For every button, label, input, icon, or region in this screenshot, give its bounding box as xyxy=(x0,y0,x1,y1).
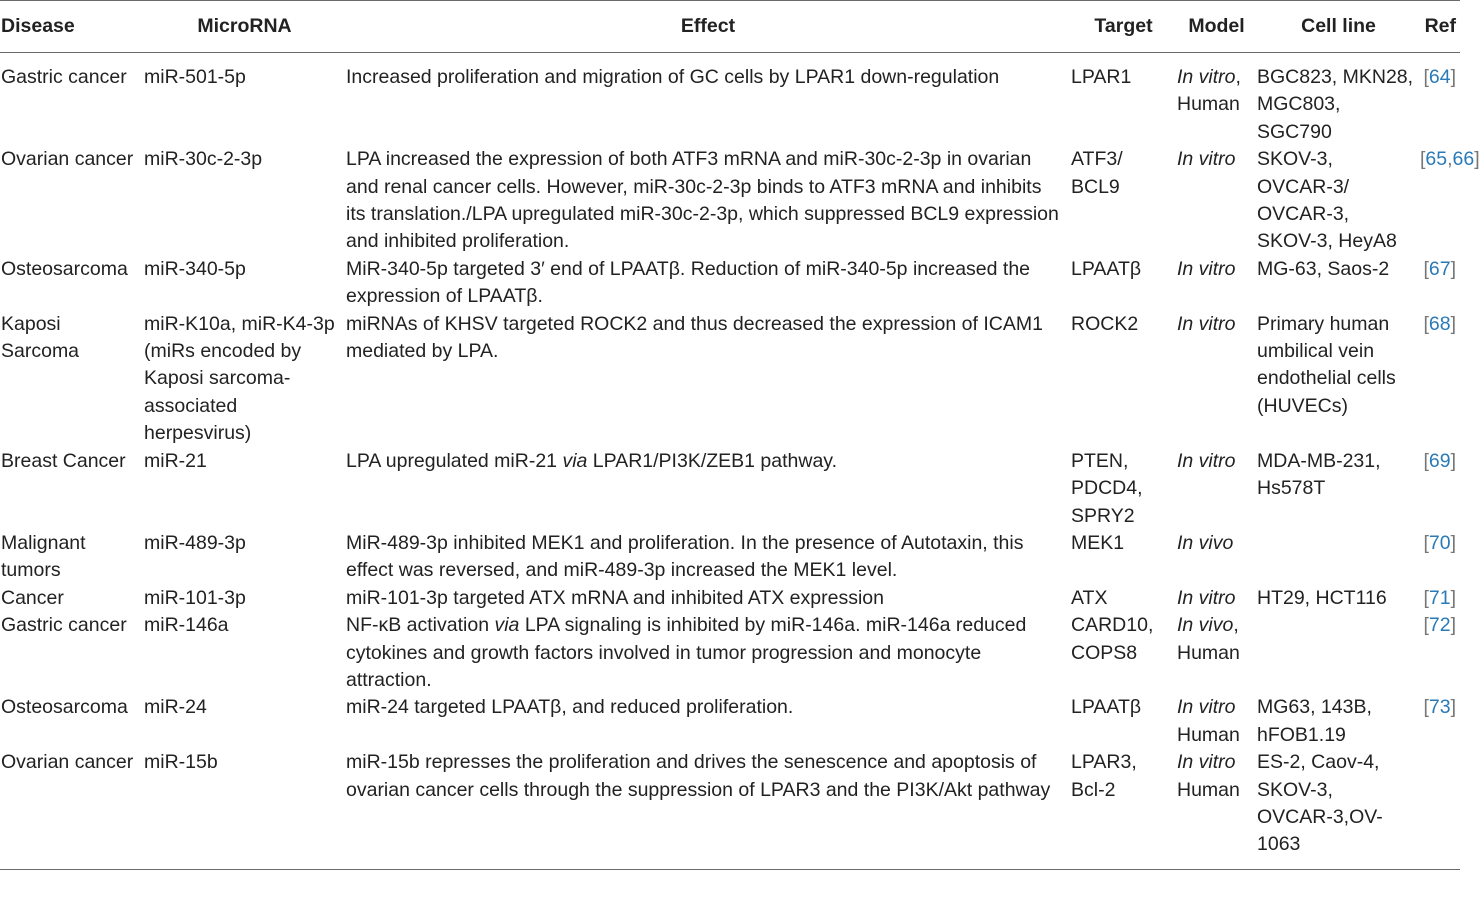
cell-ref: [72] xyxy=(1423,614,1456,637)
text-run: LPA upregulated miR-21 xyxy=(346,449,563,472)
cell-ref: [68] xyxy=(1423,312,1456,335)
text-run: miR-15b represses the proliferation and drives the senescence and apoptosis of ovarian cancer cells through the suppression of LPAR3 and the PI3K/Akt pathway xyxy=(346,751,1051,801)
reference-link[interactable]: 73 xyxy=(1428,696,1451,719)
cell-microrna: miR-101-3p xyxy=(144,586,246,609)
text-run: LPA increased the expression of both ATF3 mRNA and miR-30c-2-3p in ovarian and renal cancer cells. However, miR-30c-2-3p binds to ATF3 mRNA and inhibits its translation./LPA upregulated miR-30c-2-3p, which suppressed BCL9 expression and inhibited proliferation. xyxy=(346,148,1059,253)
cell-disease: Ovarian cancer xyxy=(0,749,143,869)
cell-disease: Osteosarcoma xyxy=(1,696,128,719)
cell-ref xyxy=(1420,749,1460,869)
reference-link[interactable]: 65 xyxy=(1425,148,1448,171)
cell-cell-line xyxy=(1256,612,1420,694)
text-run: In vitro xyxy=(1177,586,1236,609)
cell-effect xyxy=(345,256,1070,311)
cell-ref: [64] xyxy=(1423,66,1456,88)
cell-microrna: miR-24 xyxy=(144,696,207,719)
cell-effect xyxy=(345,585,1070,612)
cell-disease: Breast Cancer xyxy=(1,449,126,472)
text-run: MiR-489-3p inhibited MEK1 and proliferation. In the presence of Autotaxin, this effect was reversed, and miR-489-3p increased the MEK1 level. xyxy=(346,531,1024,582)
text-run: In vitro xyxy=(1177,312,1236,335)
cell-target: LPAR1 xyxy=(1071,66,1132,88)
text-run: , Human xyxy=(1177,614,1240,664)
cell-target: PTEN, PDCD4, SPRY2 xyxy=(1071,449,1143,527)
cell-disease: Ovarian cancer xyxy=(1,148,134,171)
text-run: via xyxy=(494,614,520,637)
cell-disease: Osteosarcoma xyxy=(1,257,128,280)
reference-link[interactable]: 72 xyxy=(1428,614,1451,637)
header-microrna: MicroRNA xyxy=(143,1,345,53)
cell-target: LPAR3, Bcl-2 xyxy=(1070,749,1176,869)
text-run: NF-κB activation xyxy=(346,614,495,637)
reference-link[interactable]: 67 xyxy=(1428,257,1451,280)
cell-microrna: miR-30c-2-3p xyxy=(144,148,263,171)
cell-microrna: miR-501-5p xyxy=(144,66,246,88)
cell-effect xyxy=(345,53,1070,147)
text-run: In vitro xyxy=(1177,148,1236,171)
cell-disease: Kaposi Sarcoma xyxy=(1,312,80,363)
cell-effect xyxy=(345,530,1070,585)
header-effect: Effect xyxy=(345,1,1070,53)
cell-target: ATX xyxy=(1071,586,1108,609)
reference-link[interactable]: 71 xyxy=(1428,586,1451,609)
cell-microrna: miR-489-3p xyxy=(144,531,246,554)
text-run: In vitro xyxy=(1177,66,1236,88)
table-header xyxy=(0,1,1460,53)
cell-effect xyxy=(345,694,1070,749)
text-run: Human xyxy=(1177,778,1240,801)
cell-microrna: miR-21 xyxy=(144,449,207,472)
text-run: Human xyxy=(1177,723,1240,746)
text-run: miR-24 targeted LPAATβ, and reduced proliferation. xyxy=(346,696,794,719)
cell-model xyxy=(1176,585,1256,612)
text-run: MiR-340-5p targeted 3′ end of LPAATβ. Reduction of miR-340-5p increased the expression of LPAATβ. xyxy=(346,257,1031,308)
cell-cell-line: MDA-MB-231, Hs578T xyxy=(1257,449,1381,500)
table-row xyxy=(0,694,1460,749)
text-run: Increased proliferation and migration of GC cells by LPAR1 down-regulation xyxy=(346,66,1000,88)
cell-model xyxy=(1176,448,1256,530)
cell-cell-line: MG63, 143B, hFOB1.19 xyxy=(1257,696,1372,746)
table-row xyxy=(0,749,1460,869)
table-row xyxy=(0,612,1460,694)
cell-cell-line: HT29, HCT116 xyxy=(1257,586,1387,609)
header-model: Model xyxy=(1176,1,1256,53)
text-run: In vivo xyxy=(1177,614,1234,637)
cell-model xyxy=(1176,53,1256,147)
cell-model xyxy=(1176,749,1256,869)
cell-ref: [69] xyxy=(1423,449,1456,472)
cell-target: ROCK2 xyxy=(1071,312,1139,335)
header-ref: Ref xyxy=(1420,1,1460,53)
cell-disease: Cancer xyxy=(1,586,64,609)
cell-target: LPAATβ xyxy=(1071,257,1142,280)
cell-ref: [73] xyxy=(1423,696,1456,719)
cell-microrna: miR-146a xyxy=(144,614,229,637)
text-run: In vitro xyxy=(1177,449,1236,472)
cell-disease: Gastric cancer xyxy=(1,614,127,637)
cell-microrna: miR-K10a, miR-K4-3p (miRs encoded by Kaposi sarcoma-associated herpesvirus) xyxy=(144,312,335,445)
cell-cell-line: MG-63, Saos-2 xyxy=(1257,257,1390,280)
text-run: LPAR1/PI3K/ZEB1 pathway. xyxy=(587,449,838,472)
cell-model xyxy=(1176,311,1256,448)
cell-target: ATF3/ BCL9 xyxy=(1071,148,1123,198)
cell-effect xyxy=(345,612,1070,694)
cell-cell-line xyxy=(1256,530,1420,585)
header-disease: Disease xyxy=(0,1,143,53)
cell-cell-line: SKOV-3, OVCAR-3/ OVCAR-3, SKOV-3, HeyA8 xyxy=(1257,148,1397,253)
reference-link[interactable]: 68 xyxy=(1428,312,1451,335)
table-row xyxy=(0,448,1460,530)
table-body xyxy=(0,53,1480,870)
text-run: In vivo xyxy=(1177,531,1234,554)
table-row xyxy=(0,311,1460,448)
cell-ref: [67] xyxy=(1423,257,1456,280)
cell-cell-line: Primary human umbilical vein endothelial cells (HUVECs) xyxy=(1257,312,1396,417)
cell-cell-line: ES-2, Caov-4, SKOV-3, OVCAR-3,OV-1063 xyxy=(1256,749,1420,869)
table-row xyxy=(0,53,1460,147)
cell-model xyxy=(1176,256,1256,311)
table-row xyxy=(0,585,1460,612)
text-run: miR-101-3p targeted ATX mRNA and inhibited ATX expression xyxy=(346,586,884,609)
cell-microrna: miR-340-5p xyxy=(144,257,246,280)
cell-ref: [71] xyxy=(1423,586,1456,609)
cell-model xyxy=(1176,694,1256,749)
reference-link[interactable]: 69 xyxy=(1428,449,1451,472)
text-run: LPA signaling is inhibited by miR-146a. miR-146a reduced cytokines and growth factors involved in tumor progression and monocyte attraction. xyxy=(346,614,1027,691)
cell-disease: Gastric cancer xyxy=(1,66,127,88)
cell-cell-line: BGC823, MKN28, MGC803, SGC790 xyxy=(1257,66,1414,143)
cell-model xyxy=(1176,612,1256,694)
reference-link[interactable]: 64 xyxy=(1428,66,1451,88)
cell-effect xyxy=(345,749,1070,869)
reference-link[interactable]: 70 xyxy=(1428,531,1451,554)
cell-model xyxy=(1176,146,1256,256)
cell-effect xyxy=(345,311,1070,448)
cell-effect xyxy=(345,146,1070,256)
header-cell-line: Cell line xyxy=(1256,1,1420,53)
text-run: In vitro xyxy=(1177,751,1236,774)
cell-effect xyxy=(345,448,1070,530)
cell-target: LPAATβ xyxy=(1071,696,1142,719)
header-target: Target xyxy=(1070,1,1176,53)
cell-target: CARD10, COPS8 xyxy=(1071,614,1154,664)
text-run: miRNAs of KHSV targeted ROCK2 and thus decreased the expression of ICAM1 mediated by LPA. xyxy=(346,312,1043,363)
table-row xyxy=(0,146,1460,256)
table-row xyxy=(0,530,1460,585)
cell-target: MEK1 xyxy=(1071,531,1125,554)
text-run: via xyxy=(562,449,588,472)
cell-model xyxy=(1176,530,1256,585)
text-run: In vitro xyxy=(1177,696,1236,719)
text-run: , Human xyxy=(1177,66,1241,116)
cell-ref: [65,66] xyxy=(1420,148,1480,171)
cell-ref: [70] xyxy=(1423,531,1456,554)
reference-link[interactable]: 66 xyxy=(1452,148,1475,171)
header-row xyxy=(0,1,1460,53)
text-run: In vitro xyxy=(1177,257,1236,280)
cell-microrna: miR-15b xyxy=(143,749,345,869)
table-row xyxy=(0,256,1460,311)
cell-disease: Malignant tumors xyxy=(1,531,86,582)
